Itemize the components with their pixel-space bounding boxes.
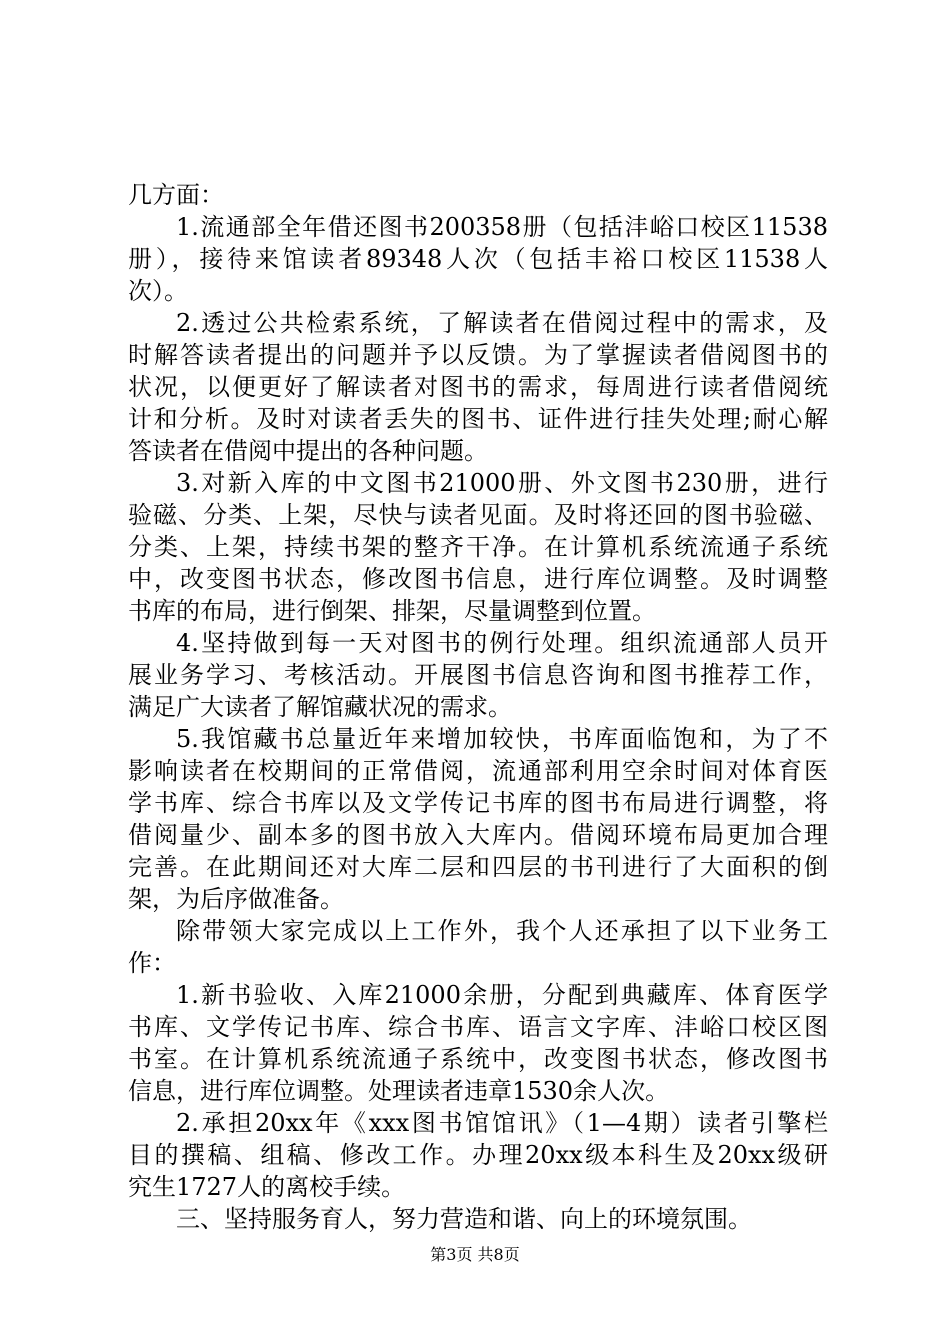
text-line: 学书库、综合书库以及文学传记书库的图书布局进行调整，将 — [128, 789, 828, 817]
text-line: 除带领大家完成以上工作外，我个人还承担了以下业务工 — [176, 917, 828, 945]
text-line: 3.对新入库的中文图书21000册、外文图书230册，进行 — [176, 469, 828, 497]
text-line: 究生1727人的离校手续。 — [128, 1173, 406, 1201]
text-line: 书室。在计算机系统流通子系统中，改变图书状态，修改图书 — [128, 1045, 828, 1073]
text-line: 完善。在此期间还对大库二层和四层的书刊进行了大面积的倒 — [128, 853, 828, 881]
text-line: 1.流通部全年借还图书200358册（包括沣峪口校区11538 — [176, 213, 828, 241]
text-line: 书库、文学传记书库、综合书库、语言文字库、沣峪口校区图 — [128, 1013, 828, 1041]
text-line: 信息，进行库位调整。处理读者违章1530余人次。 — [128, 1077, 670, 1105]
text-line: 1.新书验收、入库21000余册，分配到典藏库、体育医学 — [176, 981, 828, 1009]
text-line: 目的撰稿、组稿、修改工作。办理20xx级本科生及20xx级研 — [128, 1141, 828, 1169]
text-line: 验磁、分类、上架，尽快与读者见面。及时将还回的图书验磁、 — [128, 501, 828, 529]
text-line: 2.透过公共检索系统，了解读者在借阅过程中的需求，及 — [176, 309, 828, 337]
text-line: 状况，以便更好了解读者对图书的需求，每周进行读者借阅统 — [128, 373, 828, 401]
text-line: 5.我馆藏书总量近年来增加较快，书库面临饱和，为了不 — [176, 725, 828, 753]
text-line: 几方面： — [128, 181, 224, 209]
text-line: 架，为后序做准备。 — [128, 885, 344, 913]
text-line: 影响读者在校期间的正常借阅，流通部利用空余时间对体育医 — [128, 757, 828, 785]
text-line: 计和分析。及时对读者丢失的图书、证件进行挂失处理;耐心解 — [128, 405, 828, 433]
text-line: 次）。 — [128, 277, 188, 305]
text-line: 满足广大读者了解馆藏状况的需求。 — [128, 693, 512, 721]
text-line: 书库的布局，进行倒架、排架，尽量调整到位置。 — [128, 597, 656, 625]
page-footer: 第3页 共8页 — [430, 1245, 520, 1264]
text-line: 2.承担20xx年《xxx图书馆馆讯》（1—4期）读者引擎栏 — [176, 1109, 828, 1137]
text-line: 借阅量少、副本多的图书放入大库内。借阅环境布局更加合理 — [128, 821, 828, 849]
text-line: 展业务学习、考核活动。开展图书信息咨询和图书推荐工作， — [128, 661, 828, 689]
text-line: 作： — [128, 949, 176, 977]
text-line: 答读者在借阅中提出的各种问题。 — [128, 437, 488, 465]
text-line: 4.坚持做到每一天对图书的例行处理。组织流通部人员开 — [176, 629, 828, 657]
text-line: 三、坚持服务育人，努力营造和谐、向上的环境氛围。 — [176, 1205, 752, 1233]
text-line: 中，改变图书状态，修改图书信息，进行库位调整。及时调整 — [128, 565, 828, 593]
text-line: 时解答读者提出的问题并予以反馈。为了掌握读者借阅图书的 — [128, 341, 828, 369]
text-line: 分类、上架，持续书架的整齐干净。在计算机系统流通子系统 — [128, 533, 828, 561]
text-line: 册），接待来馆读者89348人次（包括丰裕口校区11538人 — [128, 245, 828, 273]
